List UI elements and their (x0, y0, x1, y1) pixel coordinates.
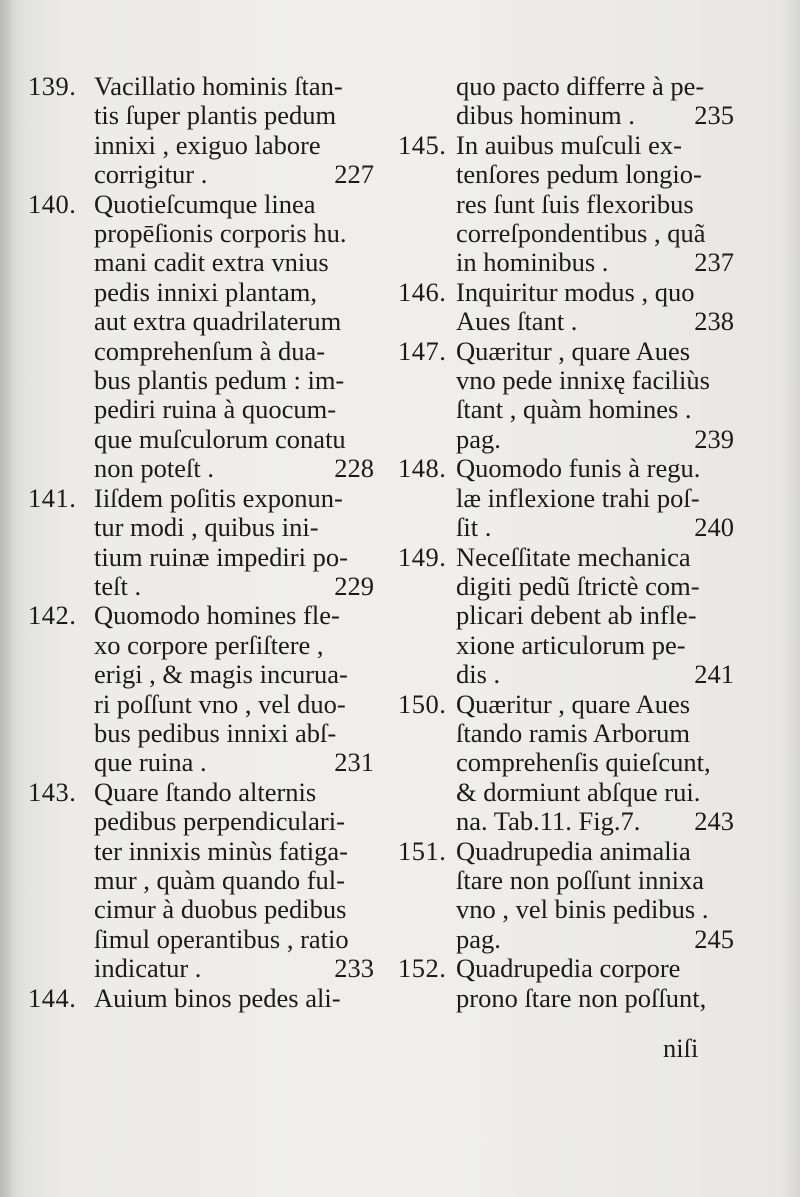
page-reference: 240 (694, 512, 734, 543)
entry-line-text: teſt . (94, 570, 142, 601)
entry-line (456, 513, 748, 542)
entry-line: tis ſuper plantis pedum (94, 100, 337, 131)
entry-line: erigi , & magis incurua- (94, 659, 348, 690)
index-entry (398, 278, 748, 337)
index-entry (398, 690, 748, 837)
entry-line: correſpondentibus , quã (456, 218, 706, 249)
entry-text (94, 778, 388, 984)
index-entry (398, 954, 748, 1013)
entry-line: res ſunt ſuis flexoribus (456, 188, 694, 219)
entry-line: pediri ruina à quocum- (94, 394, 337, 425)
entry-line-text: Aues ſtant . (456, 306, 578, 337)
entry-line (94, 748, 388, 777)
entry-line: Auium binos pedes ali- (94, 982, 341, 1013)
entry-line-text: corrigitur . (94, 159, 208, 190)
index-entry (28, 778, 388, 984)
entry-line: prono ſtare non poſſunt, (456, 982, 707, 1013)
entry-line: pedis innixi plantam, (94, 276, 318, 307)
entry-number: 148. (398, 453, 447, 484)
entry-line: quo pacto differre à pe- (456, 71, 705, 101)
entry-text (456, 690, 748, 837)
entry-line-text: na. Tab.11. Fig.7. (456, 806, 641, 837)
index-entry (398, 837, 748, 955)
entry-line (456, 925, 748, 954)
entry-text (456, 72, 748, 131)
entry-line: innixi , exiguo labore (94, 129, 321, 160)
entry-text (456, 543, 748, 690)
entry-line-text: in hominibus . (456, 247, 609, 278)
entry-number: 146. (398, 276, 447, 307)
page-reference: 227 (334, 159, 374, 190)
entry-text (456, 454, 748, 542)
entry-line-text: pag. (456, 423, 501, 454)
entry-line (456, 101, 748, 130)
page-reference: 243 (694, 806, 734, 837)
entry-number: 140. (28, 188, 77, 219)
entry-text (94, 190, 388, 484)
entry-line: vno pede innixę faciliùs (456, 365, 710, 396)
index-entry (28, 601, 388, 777)
entry-line: Quomodo funis à regu. (456, 453, 701, 484)
entry-line: ſimul operantibus , ratio (94, 923, 349, 954)
entry-line: Quare ſtando alternis (94, 776, 317, 807)
entry-line: pedibus perpendiculari- (94, 806, 345, 837)
page-reference: 239 (694, 423, 734, 454)
entry-line: Quotieſcumque linea (94, 188, 316, 219)
entry-line: comprehenſum à dua- (94, 335, 326, 366)
entry-line: aut extra quadrilaterum (94, 306, 342, 337)
entry-text (456, 337, 748, 455)
entry-number: 151. (398, 835, 447, 866)
left-column (28, 72, 388, 1013)
entry-line: tenſores pedum longio- (456, 159, 702, 190)
entry-line: mani cadit extra vnius (94, 247, 329, 278)
entry-line (456, 807, 748, 836)
page-reference: 245 (694, 923, 734, 954)
entry-line-text: non poteſt . (94, 453, 214, 484)
entry-line: vno , vel binis pedibus . (456, 894, 709, 925)
entry-number: 139. (28, 71, 77, 101)
entry-line: ter innixis minùs fatiga- (94, 835, 348, 866)
entry-line: propēſionis corporis hu. (94, 218, 347, 249)
entry-line (456, 307, 748, 336)
entry-line: In auibus muſculi ex- (456, 129, 682, 160)
entry-line (94, 454, 388, 483)
entry-line: ſtare non poſſunt innixa (456, 864, 705, 895)
entry-number: 150. (398, 688, 447, 719)
page-reference: 231 (334, 747, 374, 778)
entry-line (94, 954, 388, 983)
entry-line-text: ſit . (456, 512, 492, 543)
entry-line: cimur à duobus pedibus (94, 894, 347, 925)
entry-line (94, 572, 388, 601)
page-reference: 238 (694, 306, 734, 337)
index-entry (398, 337, 748, 455)
entry-line: Quæritur , quare Aues (456, 335, 691, 366)
entry-line-text: indicatur . (94, 953, 202, 984)
entry-text (94, 984, 388, 1013)
entry-number: 142. (28, 600, 77, 631)
entry-line: Iiſdem poſitis exponun- (94, 482, 343, 513)
entry-number: 143. (28, 776, 77, 807)
entry-line: læ inflexione trahi poſ- (456, 482, 700, 513)
entry-line-text: pag. (456, 923, 501, 954)
entry-line: tur modi , quibus ini- (94, 512, 319, 543)
index-entry (28, 484, 388, 602)
entry-line: xione articulorum pe- (456, 629, 686, 660)
entry-line: Quæritur , quare Aues (456, 688, 691, 719)
index-entry (398, 543, 748, 690)
entry-line: tium ruinæ impediri po- (94, 541, 348, 572)
index-entry (28, 190, 388, 484)
entry-line (456, 660, 748, 689)
entry-line: xo corpore perſiſtere , (94, 629, 324, 660)
entry-line: bus plantis pedum : im- (94, 365, 345, 396)
entry-line: Neceſſitate mechanica (456, 541, 691, 572)
entry-line: mur , quàm quando ful- (94, 864, 345, 895)
entry-text (456, 131, 748, 278)
entry-line: plicari debent ab infle- (456, 600, 697, 631)
entry-text (94, 601, 388, 777)
entry-line: Quadrupedia animalia (456, 835, 691, 866)
entry-line: Inquiritur modus , quo (456, 276, 695, 307)
entry-line (456, 248, 748, 277)
binding-shadow (0, 0, 14, 1197)
page-reference: 228 (334, 453, 374, 484)
index-entry (398, 72, 748, 131)
entry-text (456, 954, 748, 1013)
right-column (398, 72, 748, 1013)
catchword: niſi (663, 1033, 699, 1063)
entry-line-text: dibus hominum . (456, 100, 635, 131)
index-entry (398, 454, 748, 542)
entry-line (456, 425, 748, 454)
page-reference: 229 (334, 570, 374, 601)
entry-number: 152. (398, 953, 447, 984)
entry-line-text: que ruina . (94, 747, 207, 778)
entry-text (456, 278, 748, 337)
entry-number: 144. (28, 982, 77, 1013)
entry-number: 147. (398, 335, 447, 366)
entry-text (94, 72, 388, 190)
entry-line: comprehenſis quieſcunt, (456, 747, 711, 778)
page-reference: 241 (694, 659, 734, 690)
index-entry (398, 131, 748, 278)
entry-number: 141. (28, 482, 77, 513)
index-entry (28, 984, 388, 1013)
entry-line: & dormiunt abſque rui. (456, 776, 701, 807)
entry-text (456, 837, 748, 955)
entry-line: Quomodo homines fle- (94, 600, 340, 631)
entry-line: ri poſſunt vno , vel duo- (94, 688, 346, 719)
index-entry (28, 72, 388, 190)
entry-line: ſtando ramis Arborum (456, 717, 691, 748)
entry-line: ſtant , quàm homines . (456, 394, 692, 425)
entry-line: Vacillatio hominis ſtan- (94, 71, 343, 101)
entry-line: digiti pedũ ſtrictè com- (456, 570, 700, 601)
entry-line (94, 160, 388, 189)
entry-number: 149. (398, 541, 447, 572)
entry-line: Quadrupedia corpore (456, 953, 681, 984)
page-reference: 233 (334, 953, 374, 984)
page-reference: 235 (694, 100, 734, 131)
entry-number: 145. (398, 129, 447, 160)
page-reference: 237 (694, 247, 734, 278)
entry-line: que muſculorum conatu (94, 423, 346, 454)
entry-line: bus pedibus innixi abſ- (94, 717, 337, 748)
entry-line-text: dis . (456, 659, 501, 690)
entry-text (94, 484, 388, 602)
